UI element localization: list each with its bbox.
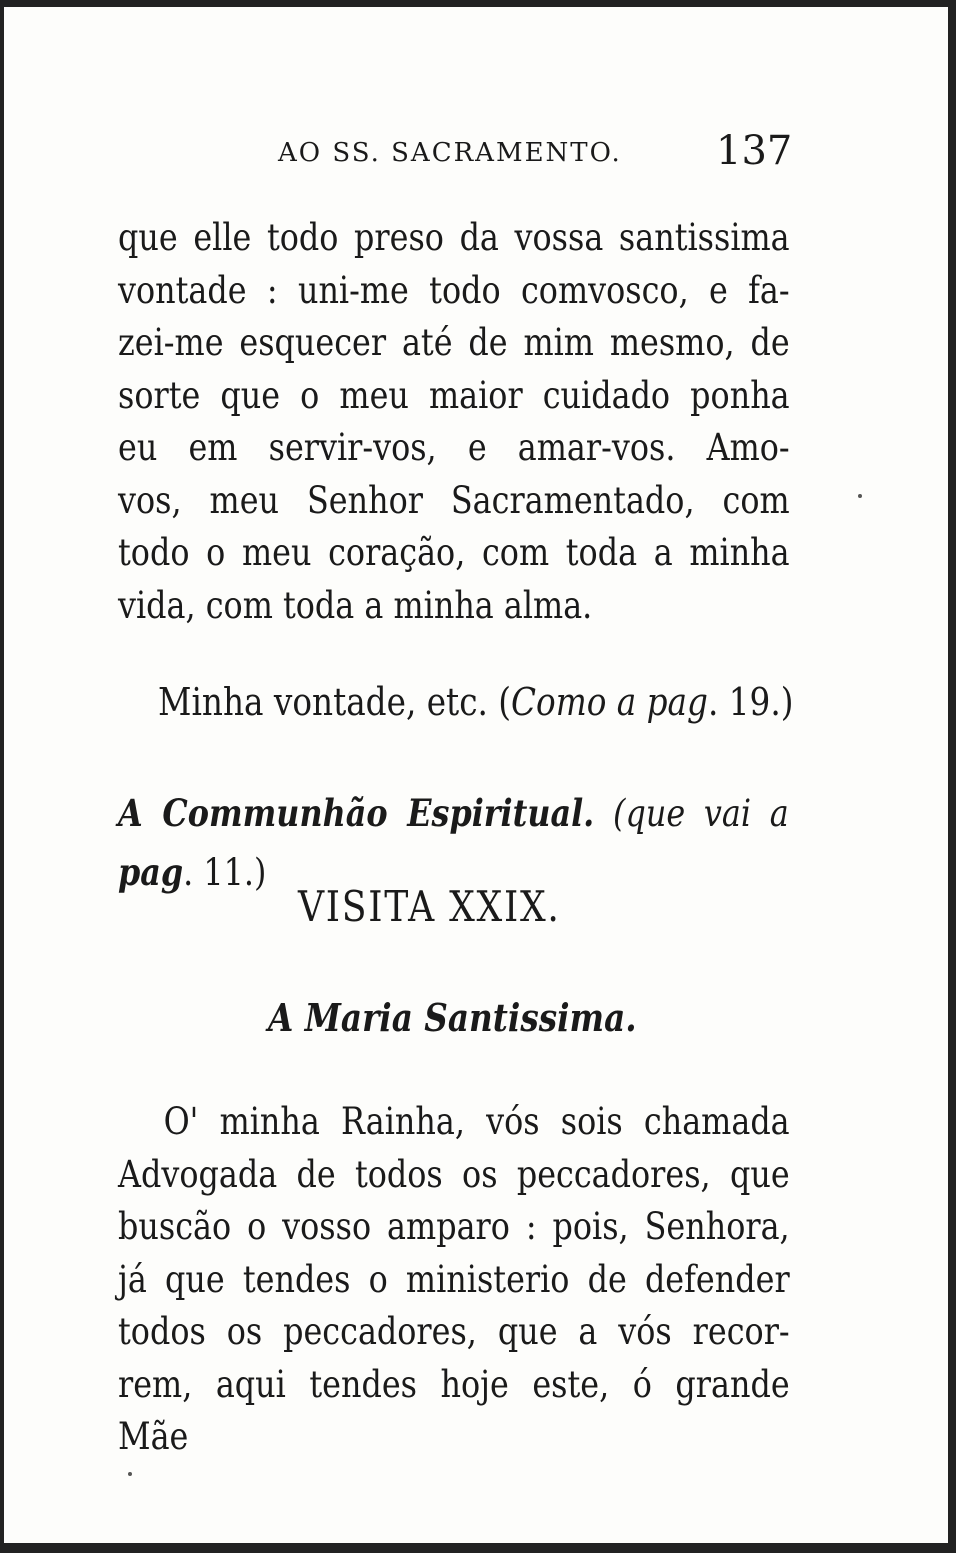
- text-line: todos os peccadores, que a vós recor-: [118, 1310, 790, 1353]
- text-line: zei-me esquecer até de mim mesmo, de: [118, 321, 790, 364]
- page-edge-left: [0, 0, 4, 1553]
- page-edge-bottom: [0, 1543, 956, 1553]
- text-line: vos, meu Senhor Sacramentado, com: [118, 478, 790, 522]
- page-edge-top: [0, 0, 956, 7]
- communhao-ref: (que vai a: [613, 792, 789, 835]
- page-edge-right: [948, 0, 956, 1553]
- text-line: vida, com toda a minha alma.: [118, 583, 593, 627]
- text-line: rem, aqui tendes hoje este, ó grande Mãe: [118, 1362, 790, 1458]
- visita-heading: VISITA XXIX.: [298, 882, 561, 931]
- text-line: O' minha Rainha, vós sois chamada: [163, 1100, 790, 1143]
- speck-mark: [858, 494, 862, 498]
- minha-vontade-line: [158, 680, 793, 724]
- paragraph-2: [118, 1096, 790, 1464]
- text-line: vontade : uni-me todo comvosco, e fa-: [118, 268, 790, 312]
- speck-mark: [128, 1472, 132, 1476]
- text-line: Advogada de todos os peccadores, que: [118, 1152, 790, 1196]
- text-line: eu em servir-vos, e amar-vos. Amo-: [118, 426, 790, 469]
- maria-heading: A Maria Santissima.: [268, 995, 637, 1040]
- paragraph-1: [118, 212, 790, 632]
- communhao-title: A Communhão Espiritual.: [118, 791, 595, 835]
- text-line: sorte que o meu maior cuidado ponha: [118, 373, 790, 417]
- minha-vontade-ref: Como a pag: [511, 680, 708, 724]
- text-line: que elle todo preso da vossa santissima: [118, 216, 790, 259]
- communhao-pag: pag: [118, 850, 184, 894]
- text-line: já que tendes o ministerio de defender: [118, 1257, 790, 1301]
- communhao-line-1: [118, 784, 789, 843]
- minha-vontade-text: Minha vontade, etc. (: [158, 680, 512, 724]
- minha-vontade-tail: . 19.): [707, 680, 794, 724]
- text-line: todo o meu coração, com toda a minha: [118, 531, 790, 574]
- text-line: buscão o vosso amparo : pois, Senhora,: [118, 1205, 790, 1248]
- running-title: AO SS. SACRAMENTO.: [278, 138, 622, 168]
- communhao-tail: . 11.): [183, 851, 267, 894]
- page-number: 137: [716, 128, 793, 174]
